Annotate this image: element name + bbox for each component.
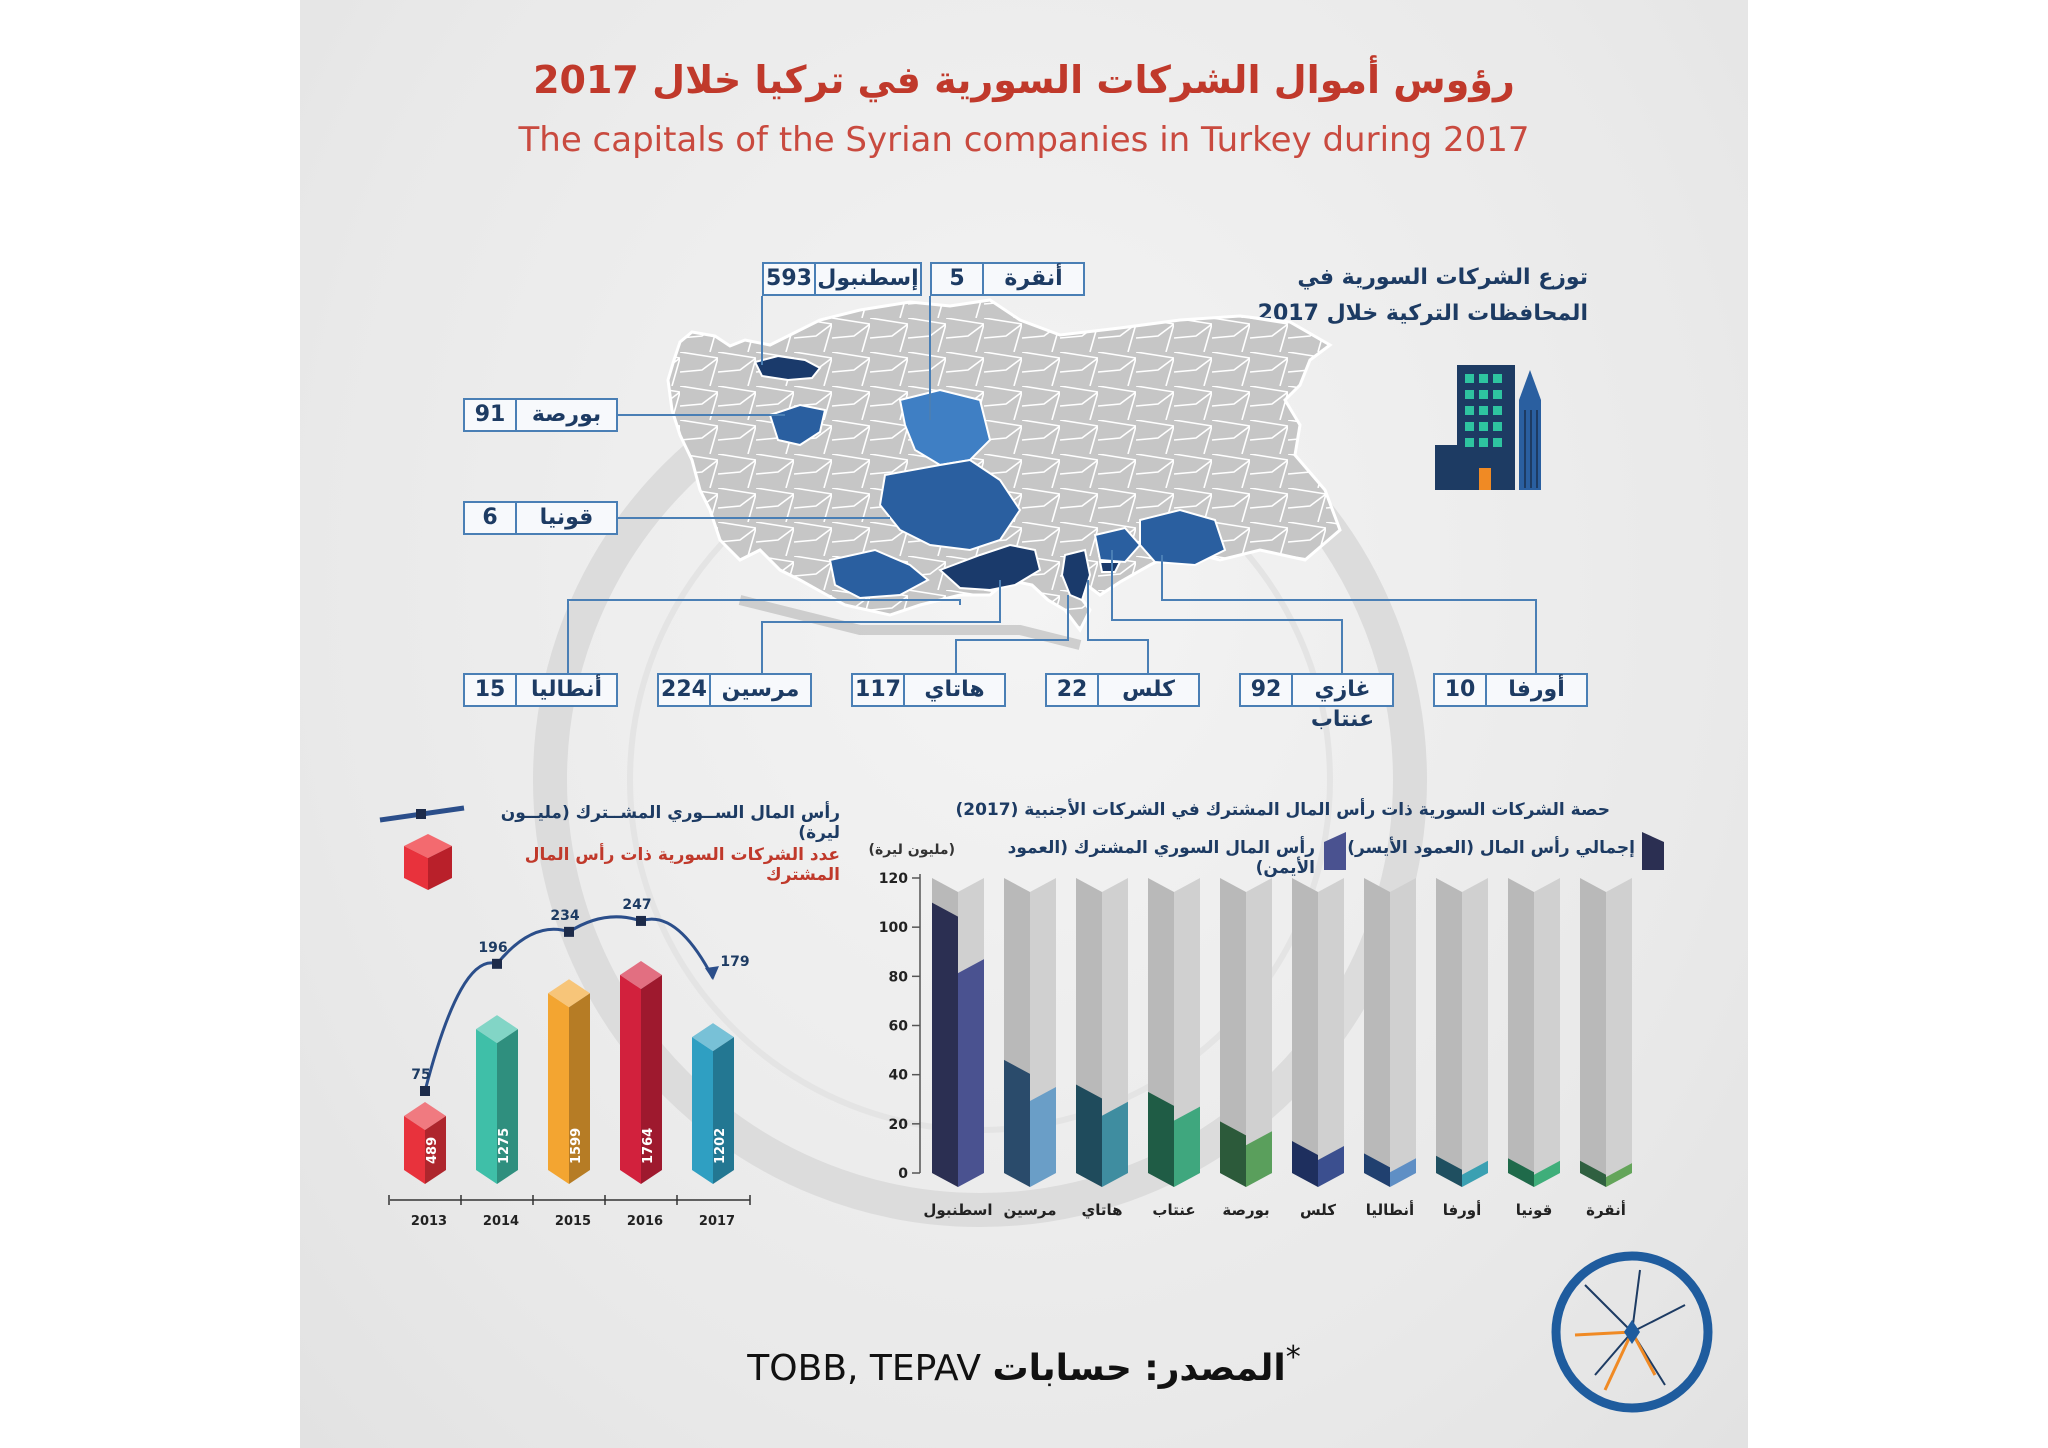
x-tick-label: 2016 bbox=[626, 1214, 664, 1229]
y-tick-label: 80 bbox=[888, 969, 908, 986]
y-tick-label: 0 bbox=[898, 1166, 908, 1182]
x-tick-label: أنطاليا bbox=[1365, 1201, 1415, 1219]
line-value-label: 196 bbox=[478, 939, 508, 956]
map-label-name: بورصة bbox=[531, 402, 602, 427]
source-note bbox=[300, 1340, 1748, 1389]
map-label-name: مرسين bbox=[721, 677, 800, 702]
column-background bbox=[1436, 878, 1462, 1187]
map-label-ankara bbox=[930, 262, 1085, 296]
y-tick-label: 100 bbox=[878, 920, 908, 937]
bar-total bbox=[1076, 1085, 1102, 1188]
column-background bbox=[1580, 878, 1606, 1187]
map-label-name: أنطاليا bbox=[531, 677, 602, 702]
map-label-mersin bbox=[657, 673, 812, 707]
map-label-bursa bbox=[463, 398, 618, 432]
syrian-legend-label: رأس المال السوري المشترك (العمود الأيمن) bbox=[1007, 838, 1315, 878]
column-background bbox=[1462, 878, 1488, 1187]
map-label-konya bbox=[463, 501, 618, 535]
bar-value-label: 1202 bbox=[713, 1127, 728, 1164]
bar-value-label: 1275 bbox=[497, 1127, 512, 1164]
x-tick-label: أنقرة bbox=[1586, 1201, 1626, 1219]
title-arabic: رؤوس أموال الشركات السورية في تركيا خلال 2017 bbox=[533, 58, 1515, 102]
map-label-hatay bbox=[851, 673, 1006, 707]
share-chart bbox=[860, 860, 1680, 1220]
x-tick-label: 2017 bbox=[698, 1214, 736, 1229]
bar-total bbox=[1148, 1092, 1174, 1187]
sef-logo-icon bbox=[1545, 1245, 1720, 1420]
x-tick-label: هاتاي bbox=[1081, 1201, 1123, 1219]
map-label-name: غازي عنتاب bbox=[1310, 677, 1375, 732]
bar-legend-label: عدد الشركات السورية ذات رأس المال المشترك bbox=[524, 845, 840, 885]
x-tick-label: 2015 bbox=[554, 1214, 592, 1229]
yearly-chart bbox=[380, 880, 800, 1230]
bar-syrian bbox=[958, 959, 984, 1187]
column-background bbox=[1508, 878, 1534, 1187]
bar bbox=[548, 993, 569, 1184]
y-tick-label: 40 bbox=[888, 1067, 908, 1084]
bar-total bbox=[1004, 1060, 1030, 1187]
bar bbox=[476, 1029, 497, 1184]
column-background bbox=[1390, 878, 1416, 1187]
column-background bbox=[1606, 878, 1632, 1187]
column-background bbox=[1364, 878, 1390, 1187]
bar-value-label: 1599 bbox=[569, 1127, 584, 1164]
map-label-istanbul bbox=[762, 262, 922, 296]
line-value-label: 247 bbox=[622, 896, 652, 913]
line-point bbox=[564, 927, 574, 937]
map-label-antalya bbox=[463, 673, 618, 707]
line-point bbox=[420, 1086, 430, 1096]
province-urfa bbox=[1140, 510, 1225, 565]
map-label-name: كلس bbox=[1122, 677, 1175, 702]
map-subtitle-line1: توزع الشركات السورية في bbox=[1297, 265, 1588, 290]
bar-value-label: 1764 bbox=[641, 1127, 656, 1164]
map-label-name: أورفا bbox=[1508, 677, 1565, 702]
bar-syrian bbox=[1102, 1102, 1128, 1187]
x-tick-label: اسطنبول bbox=[923, 1201, 993, 1219]
bar bbox=[692, 1037, 713, 1184]
y-tick-label: 20 bbox=[888, 1116, 908, 1133]
line-point bbox=[492, 959, 502, 969]
map-label-value: 117 bbox=[853, 675, 905, 705]
column-background bbox=[1534, 878, 1560, 1187]
x-tick-label: كلس bbox=[1299, 1201, 1337, 1219]
line-value-label: 179 bbox=[720, 954, 750, 971]
map-label-value: 224 bbox=[659, 675, 711, 705]
source-en: TOBB, TEPAV bbox=[747, 1348, 981, 1389]
map-subtitle-line2: المحافظات التركية خلال 2017 bbox=[1257, 301, 1588, 326]
line-legend-label: رأس المال الســوري المشــترك (مليــون ليرة) bbox=[500, 803, 840, 843]
map-label-name: قونيا bbox=[539, 505, 594, 530]
column-background bbox=[1318, 878, 1344, 1187]
y-tick-label: 120 bbox=[878, 871, 908, 887]
map-label-name: أنقرة bbox=[1004, 266, 1063, 291]
source-asterisk: * bbox=[1285, 1340, 1301, 1375]
x-tick-label: قونيا bbox=[1515, 1201, 1553, 1219]
map-label-gaziantep bbox=[1239, 673, 1394, 732]
map-label-name: هاتاي bbox=[924, 677, 985, 702]
map-label-kilis bbox=[1045, 673, 1200, 707]
bar bbox=[620, 975, 641, 1184]
share-chart-title: حصة الشركات السورية ذات رأس المال المشترك في الشركات الأجنبية (2017) bbox=[955, 800, 1610, 820]
map-label-value: 5 bbox=[932, 264, 984, 294]
map-label-value: 92 bbox=[1241, 675, 1293, 705]
total-legend-label: إجمالي رأس المال (العمود الأيسر) bbox=[1347, 838, 1635, 858]
column-background bbox=[1292, 878, 1318, 1187]
x-tick-label: 2014 bbox=[482, 1214, 520, 1229]
unit-label: (مليون ليرة) bbox=[868, 842, 955, 858]
x-tick-label: عنتاب bbox=[1152, 1201, 1196, 1219]
x-tick-label: 2013 bbox=[410, 1214, 448, 1229]
infographic-panel bbox=[300, 0, 1748, 1448]
map-label-value: 91 bbox=[465, 400, 517, 430]
line-arrowhead bbox=[705, 966, 719, 980]
line-value-label: 234 bbox=[550, 907, 580, 924]
source-ar: المصدر: حسابات bbox=[992, 1348, 1286, 1389]
map-label-name: إسطنبول bbox=[817, 266, 919, 291]
bar-value-label: 489 bbox=[425, 1136, 440, 1164]
x-tick-label: بورصة bbox=[1222, 1201, 1270, 1219]
line-legend-icon bbox=[378, 800, 468, 830]
line-value-label: 75 bbox=[411, 1067, 431, 1083]
map-label-value: 22 bbox=[1047, 675, 1099, 705]
line-point bbox=[636, 916, 646, 926]
x-tick-label: مرسين bbox=[1003, 1201, 1057, 1219]
title-english: The capitals of the Syrian companies in Turkey during 2017 bbox=[518, 120, 1530, 160]
map-label-value: 10 bbox=[1435, 675, 1487, 705]
y-tick-label: 60 bbox=[888, 1018, 908, 1035]
map-label-urfa bbox=[1433, 673, 1588, 707]
map-label-value: 15 bbox=[465, 675, 517, 705]
map-label-value: 593 bbox=[764, 264, 816, 294]
bar-syrian bbox=[1174, 1107, 1200, 1187]
x-tick-label: أورفا bbox=[1442, 1201, 1482, 1219]
bar-syrian bbox=[1030, 1087, 1056, 1187]
bar-total bbox=[932, 903, 958, 1187]
map-label-value: 6 bbox=[465, 503, 517, 533]
